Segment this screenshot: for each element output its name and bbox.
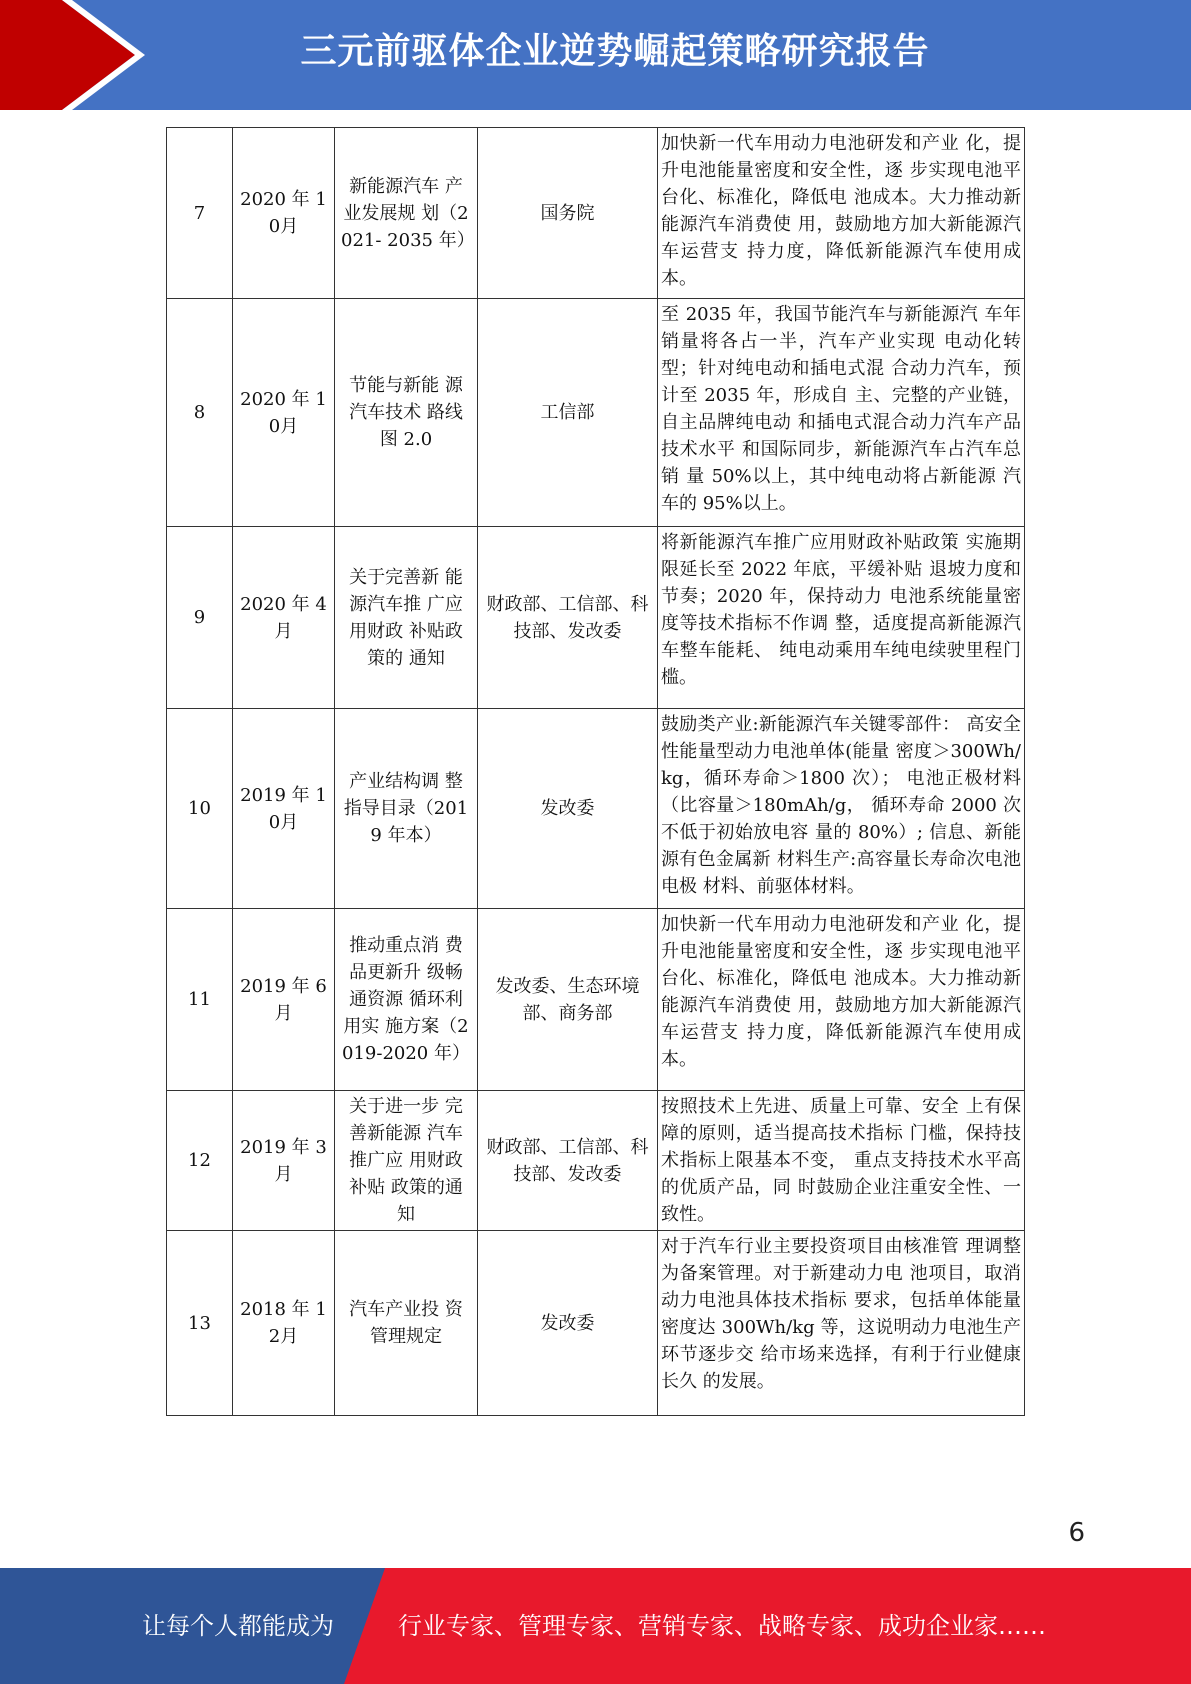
issuing-body: 发改委 <box>478 1231 658 1416</box>
issue-date: 2019 年 3 月 <box>233 1091 335 1231</box>
issue-date: 2018 年 12月 <box>233 1231 335 1416</box>
table-row <box>167 909 1025 1091</box>
policy-name: 节能与新能 源汽车技术 路线图 2.0 <box>335 299 478 527</box>
policy-name: 关于完善新 能源汽车推 广应用财政 补贴政策的 通知 <box>335 527 478 709</box>
row-number: 8 <box>167 299 233 527</box>
table-row <box>167 128 1025 299</box>
row-number: 10 <box>167 709 233 909</box>
policy-table <box>166 127 1025 1416</box>
policy-name: 产业结构调 整指导目录（2019 年本） <box>335 709 478 909</box>
table-row <box>167 299 1025 527</box>
policy-name: 新能源汽车 产业发展规 划（2021- 2035 年） <box>335 128 478 299</box>
issuing-body: 发改委、生态环境部、商务部 <box>478 909 658 1091</box>
policy-table-container <box>166 127 1024 1416</box>
issuing-body: 财政部、工信部、科技部、发改委 <box>478 527 658 709</box>
policy-content: 鼓励类产业:新能源汽车关键零部件： 高安全性能量型动力电池单体(能量 密度＞300Wh/kg，循环寿命＞1800 次）； 电池正极材料（比容量＞180mAh/g， 循环寿命 2000 次不低于初始放电容 量的 80%）; 信息、新能源有色金属新 材料生产:高容量长寿命次电池电极 材料、前驱体材料。 <box>658 709 1025 909</box>
footer-slogan-right: 行业专家、管理专家、营销专家、战略专家、成功企业家…… <box>398 1612 1046 1640</box>
policy-content: 按照技术上先进、质量上可靠、安全 上有保障的原则，适当提高技术指标 门槛，保持技术指标上限基本不变， 重点支持技术水平高的优质产品，同 时鼓励企业注重安全性、一致性。 <box>658 1091 1025 1231</box>
page-number: 6 <box>1068 1518 1085 1548</box>
table-row <box>167 1091 1025 1231</box>
policy-content: 加快新一代车用动力电池研发和产业 化，提升电池能量密度和安全性，逐 步实现电池平台化、标准化，降低电 池成本。大力推动新能源汽车消费使 用，鼓励地方加大新能源汽车运营支 持力度，降低新能源汽车使用成本。 <box>658 909 1025 1091</box>
row-number: 9 <box>167 527 233 709</box>
policy-content: 至 2035 年，我国节能汽车与新能源汽 车年销量将各占一半，汽车产业实现 电动化转型；针对纯电动和插电式混 合动力汽车，预计至 2035 年，形成自 主、完整的产业链，自主品牌纯电动 和插电式混合动力汽车产品技术水平 和国际同步，新能源汽车占汽车总销 量 50%以上，其中纯电动将占新能源 汽车的 95%以上。 <box>658 299 1025 527</box>
report-title: 三元前驱体企业逆势崛起策略研究报告 <box>300 31 930 72</box>
row-number: 7 <box>167 128 233 299</box>
policy-name: 推动重点消 费品更新升 级畅通资源 循环利用实 施方案（2019-2020 年） <box>335 909 478 1091</box>
table-row <box>167 709 1025 909</box>
page-footer <box>0 1568 1191 1684</box>
issuing-body: 发改委 <box>478 709 658 909</box>
issuing-body: 工信部 <box>478 299 658 527</box>
page-header <box>0 0 1191 110</box>
row-number: 11 <box>167 909 233 1091</box>
policy-name: 关于进一步 完善新能源 汽车推广应 用财政补贴 政策的通知 <box>335 1091 478 1231</box>
table-row <box>167 527 1025 709</box>
policy-content: 将新能源汽车推广应用财政补贴政策 实施期限延长至 2022 年底，平缓补贴 退坡力度和节奏；2020 年，保持动力 电池系统能量密度等技术指标不作调 整，适度提高新能源汽车整车能耗、 纯电动乘用车纯电续驶里程门槛。 <box>658 527 1025 709</box>
issue-date: 2020 年 4 月 <box>233 527 335 709</box>
policy-name: 汽车产业投 资管理规定 <box>335 1231 478 1416</box>
row-number: 13 <box>167 1231 233 1416</box>
row-number: 12 <box>167 1091 233 1231</box>
issuing-body: 财政部、工信部、科技部、发改委 <box>478 1091 658 1231</box>
issue-date: 2020 年 10月 <box>233 299 335 527</box>
footer-slogan-left: 让每个人都能成为 <box>142 1612 334 1640</box>
header-arrow-icon <box>0 0 150 110</box>
issuing-body: 国务院 <box>478 128 658 299</box>
issue-date: 2019 年 10月 <box>233 709 335 909</box>
table-row <box>167 1231 1025 1416</box>
policy-content: 加快新一代车用动力电池研发和产业 化，提升电池能量密度和安全性，逐 步实现电池平台化、标准化，降低电 池成本。大力推动新能源汽车消费使 用，鼓励地方加大新能源汽车运营支 持力度，降低新能源汽车使用成本。 <box>658 128 1025 299</box>
issue-date: 2020 年 10月 <box>233 128 335 299</box>
policy-content: 对于汽车行业主要投资项目由核准管 理调整为备案管理。对于新建动力电 池项目，取消动力电池具体技术指标 要求，包括单体能量密度达 300Wh/kg 等，这说明动力电池生产环节逐步交 给市场来选择，有利于行业健康长久 的发展。 <box>658 1231 1025 1416</box>
issue-date: 2019 年 6 月 <box>233 909 335 1091</box>
